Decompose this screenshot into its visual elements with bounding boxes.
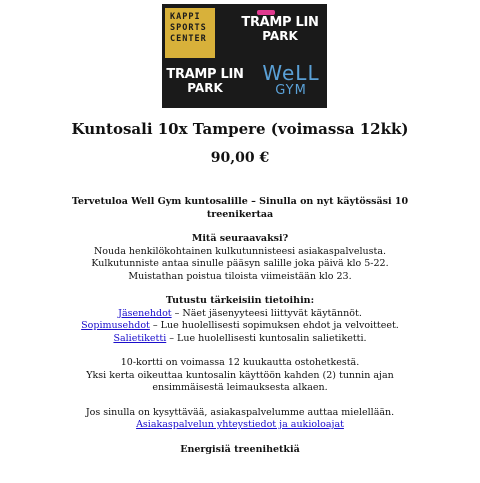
support-text: Jos sinulla on kysyttävää, asiakaspalvelumme auttaa mielellään. <box>85 406 395 418</box>
next-steps-heading: Mitä seuraavaksi? <box>191 233 289 244</box>
order-message <box>60 196 420 456</box>
product-title: Kuntosali 10x Tampere (voimassa 12kk) <box>71 120 409 138</box>
member-terms-link[interactable]: Jäsenehdot <box>118 307 172 319</box>
trampolin-park-logo-secondary: TRAMP LIN PARK <box>166 67 244 95</box>
next-steps-line: Kulkutunniste antaa sinulle pääsyn salille joka päivä klo 5-22. <box>91 258 389 269</box>
gym-etiquette-link[interactable]: Salietiketti <box>113 332 167 344</box>
closing-text: Energisiä treenihetkiä <box>180 443 300 455</box>
customer-service-link[interactable]: Asiakaspalvelun yhteystiedot ja aukioloajat <box>136 419 344 430</box>
next-steps-line: Nouda henkilökohtainen kulkutunnisteesi asiakaspalvelusta. <box>93 245 387 257</box>
support-link-row <box>60 419 420 432</box>
info-item-member-terms: Jäsenehdot – Näet jäsenyyteesi liittyvät käytännöt. <box>118 307 362 319</box>
next-steps-line: Muistathan poistua tiloista viimeistään klo 23. <box>128 270 352 282</box>
trampolin-park-logo: TRAMP LIN PARK <box>241 15 319 43</box>
validity-line: 10-kortti on voimassa 12 kuukautta ostohetkestä. <box>120 357 360 368</box>
kappi-sports-center-logo: KAPPI SPORTS CENTER <box>165 8 215 58</box>
validity-line: Yksi kerta oikeuttaa kuntosalin käyttöön kahden (2) tunnin ajan ensimmäisestä leimauksesta alkaen. <box>86 369 394 393</box>
info-item-contract-terms: Sopimusehdot – Lue huolellisesti sopimuksen ehdot ja velvoitteet. <box>81 320 399 331</box>
info-item-gym-etiquette: Salietiketti – Lue huolellisesti kuntosalin salietiketti. <box>113 332 367 344</box>
partner-logos <box>162 4 327 108</box>
product-price: 90,00 € <box>210 150 270 166</box>
info-heading: Tutustu tärkeisiin tietoihin: <box>165 295 315 306</box>
intro-text: Tervetuloa Well Gym kuntosalille – Sinulla on nyt käytössäsi 10 treenikertaa <box>71 196 409 220</box>
contract-terms-link[interactable]: Sopimusehdot <box>81 320 150 331</box>
well-gym-logo: WeLL GYM <box>262 61 320 98</box>
